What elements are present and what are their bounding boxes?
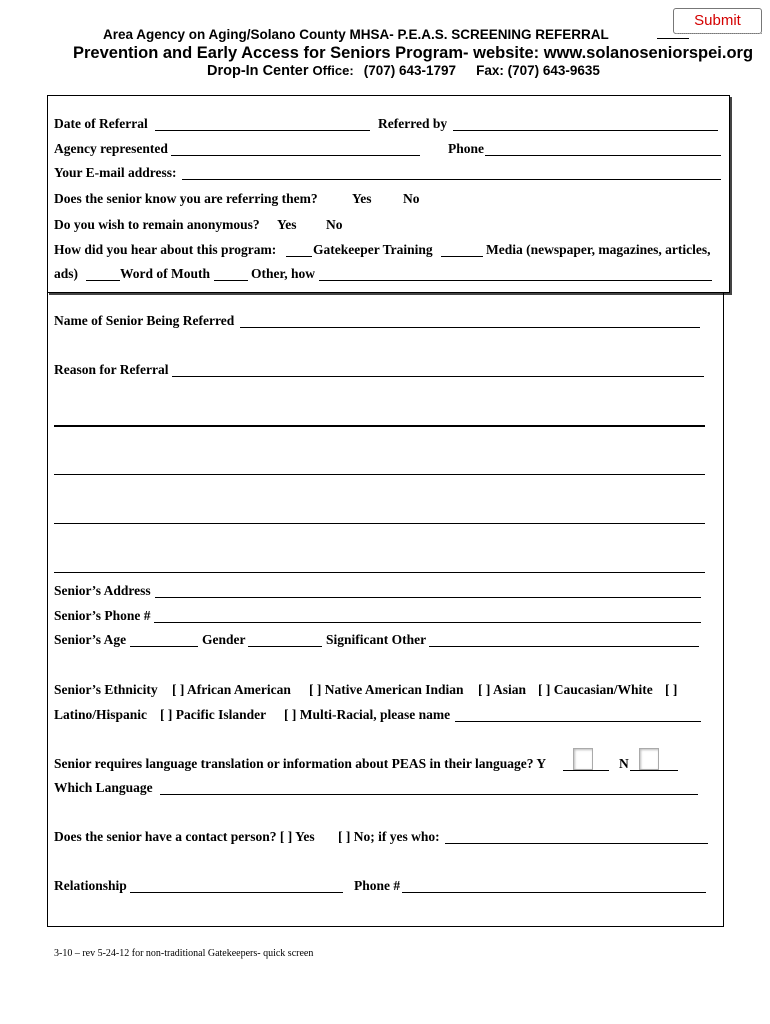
gender-label: Gender — [202, 632, 246, 647]
contact-phone-field[interactable] — [402, 892, 706, 893]
header-underline — [657, 38, 689, 39]
reason-label: Reason for Referral — [54, 362, 169, 377]
ethnicity-multi-racial[interactable]: [ ] Multi-Racial, please name — [284, 707, 451, 722]
phone-label: Phone — [448, 141, 485, 156]
significant-other-label: Significant Other — [326, 632, 427, 647]
which-language-label: Which Language — [54, 780, 153, 795]
reason-line-2[interactable] — [54, 425, 705, 427]
anonymous-question: Do you wish to remain anonymous? — [54, 217, 260, 232]
ethnicity-label: Senior’s Ethnicity — [54, 682, 158, 697]
reason-line-3[interactable] — [54, 474, 705, 475]
know-no-option[interactable]: No — [403, 191, 420, 206]
reason-line-5[interactable] — [54, 572, 705, 573]
reason-field[interactable] — [172, 376, 704, 377]
ethnicity-asian[interactable]: [ ] Asian — [478, 682, 527, 697]
ethnicity-latino-label: Latino/Hispanic — [54, 707, 148, 722]
word-of-mouth-label: Word of Mouth — [120, 266, 211, 281]
fax-number: Fax: (707) 643-9635 — [476, 63, 600, 78]
other-label: Other, how — [251, 266, 316, 281]
date-of-referral-label: Date of Referral — [54, 116, 148, 131]
ads-label: ads) — [54, 266, 79, 281]
ethnicity-native-american[interactable]: [ ] Native American Indian — [309, 682, 464, 697]
senior-name-field[interactable] — [240, 327, 700, 328]
translation-no-blank — [630, 770, 678, 771]
date-of-referral-field[interactable] — [155, 130, 370, 131]
footer-revision: 3-10 – rev 5-24-12 for non-traditional Gatekeepers- quick screen — [54, 948, 314, 959]
contact-who-field[interactable] — [445, 843, 708, 844]
referred-by-field[interactable] — [453, 130, 718, 131]
ethnicity-african-american[interactable]: [ ] African American — [172, 682, 291, 697]
contact-question: Does the senior have a contact person? [ ] Yes — [54, 829, 315, 844]
which-language-field[interactable] — [160, 794, 698, 795]
age-field[interactable] — [130, 646, 198, 647]
gatekeeper-blank[interactable] — [286, 256, 312, 257]
office-phone: (707) 643-1797 — [363, 63, 457, 78]
agency-field[interactable] — [171, 155, 420, 156]
referred-by-label: Referred by — [378, 116, 448, 131]
hear-question: How did you hear about this program: — [54, 242, 277, 257]
gatekeeper-label: Gatekeeper Training — [313, 242, 433, 257]
know-question: Does the senior know you are referring them? — [54, 191, 318, 206]
translation-no-label: N — [619, 756, 629, 771]
ethnicity-pacific-islander[interactable]: [ ] Pacific Islander — [160, 707, 267, 722]
header-program: Prevention and Early Access for Seniors Program- website: www.solanoseniorspei.org — [73, 44, 754, 62]
reason-line-4[interactable] — [54, 523, 705, 524]
relationship-field[interactable] — [130, 892, 343, 893]
other-how-field[interactable] — [319, 280, 712, 281]
email-label: Your E-mail address: — [54, 165, 177, 180]
submit-button-shadow — [676, 32, 762, 34]
translation-no-checkbox[interactable] — [639, 748, 659, 770]
header-title: Area Agency on Aging/Solano County MHSA- P.E.A.S. SCREENING REFERRAL — [103, 27, 609, 42]
address-field[interactable] — [155, 597, 701, 598]
anonymous-yes-option[interactable]: Yes — [277, 217, 297, 232]
significant-other-field[interactable] — [429, 646, 699, 647]
ethnicity-caucasian[interactable]: [ ] Caucasian/White — [538, 682, 653, 697]
anonymous-no-option[interactable]: No — [326, 217, 343, 232]
phone-field[interactable] — [485, 155, 721, 156]
gender-field[interactable] — [248, 646, 322, 647]
office-label: Office: — [312, 63, 354, 78]
submit-button[interactable]: Submit — [673, 8, 762, 34]
drop-in-center-label: Drop-In Center — [207, 63, 309, 79]
translation-yes-checkbox[interactable] — [573, 748, 593, 770]
senior-phone-field[interactable] — [154, 622, 701, 623]
word-of-mouth-blank[interactable] — [86, 280, 120, 281]
agency-label: Agency represented — [54, 141, 168, 156]
age-label: Senior’s Age — [54, 632, 127, 647]
know-yes-option[interactable]: Yes — [352, 191, 372, 206]
senior-phone-label: Senior’s Phone # — [54, 608, 151, 623]
ethnicity-latino-checkbox[interactable]: [ ] — [665, 682, 678, 697]
senior-name-label: Name of Senior Being Referred — [54, 313, 235, 328]
relationship-label: Relationship — [54, 878, 127, 893]
translation-yes-blank — [563, 770, 609, 771]
media-blank[interactable] — [441, 256, 483, 257]
translation-question: Senior requires language translation or information about PEAS in their language? Y — [54, 756, 547, 771]
contact-no-option[interactable]: [ ] No; if yes who: — [338, 829, 440, 844]
media-label: Media (newspaper, magazines, articles, — [486, 242, 711, 257]
contact-phone-label: Phone # — [354, 878, 401, 893]
other-blank[interactable] — [214, 280, 248, 281]
header-contact — [207, 63, 600, 79]
multi-racial-field[interactable] — [455, 721, 701, 722]
address-label: Senior’s Address — [54, 583, 151, 598]
email-field[interactable] — [182, 179, 721, 180]
